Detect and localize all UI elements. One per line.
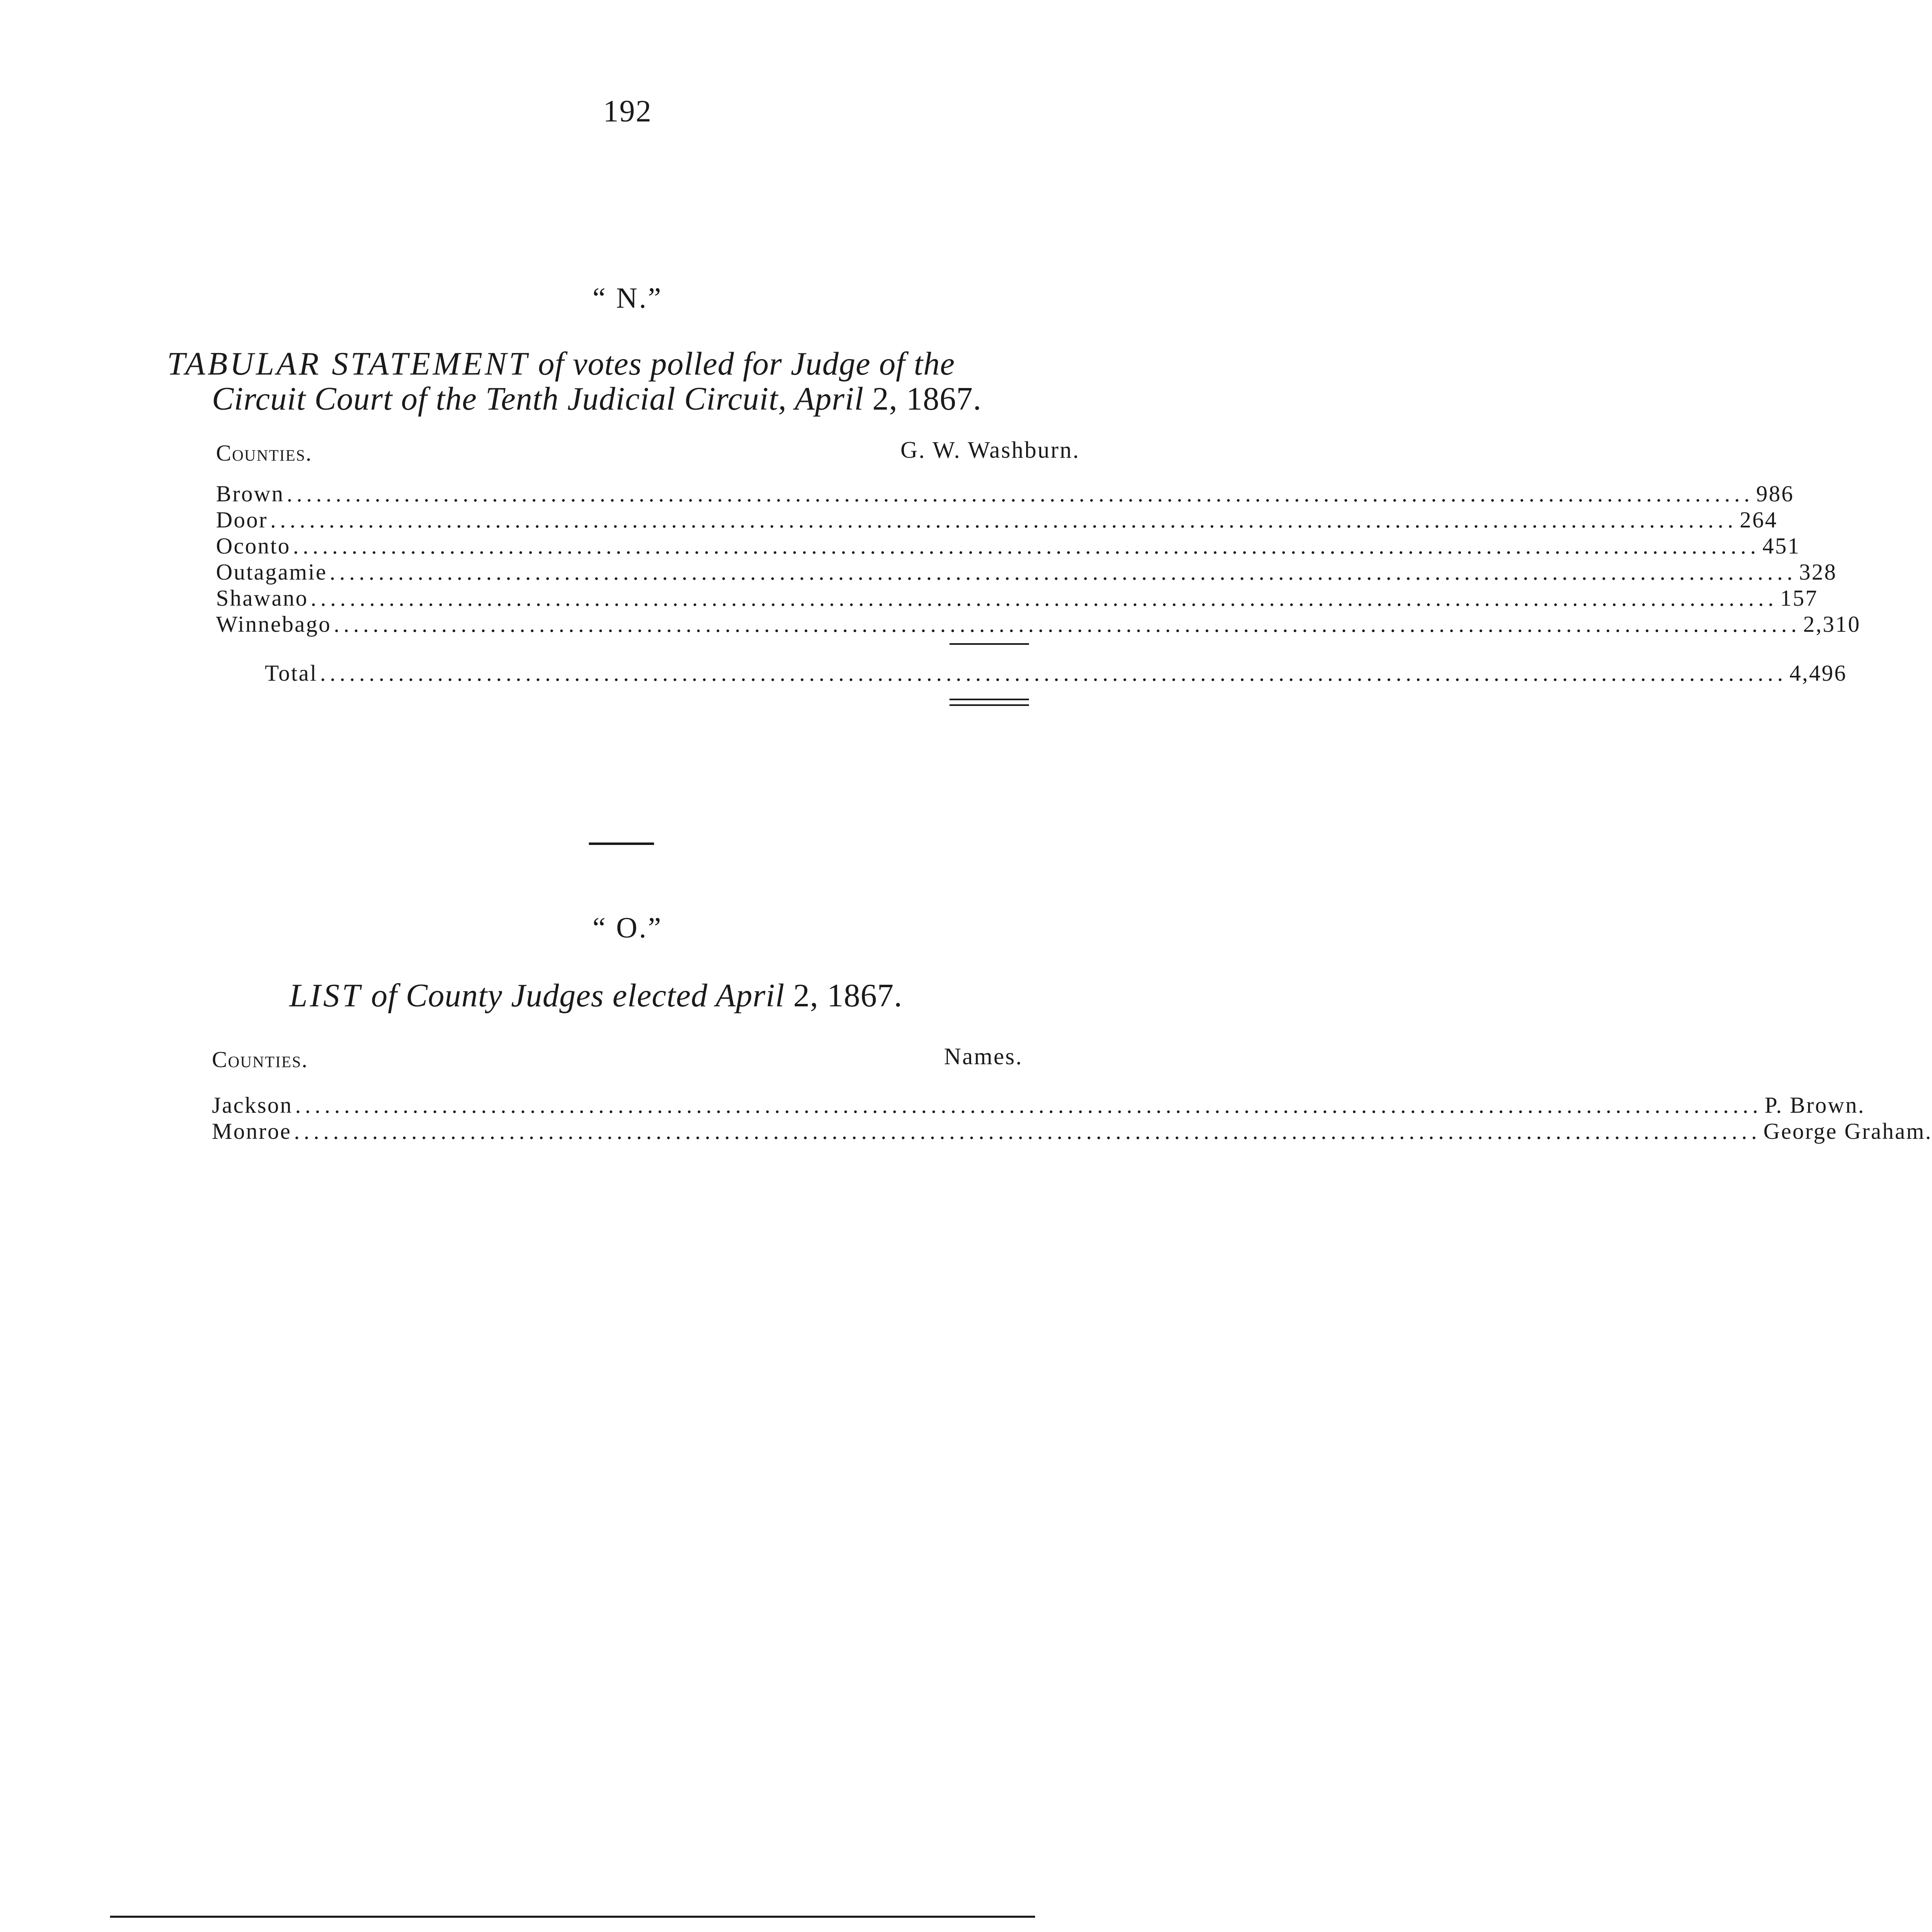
dot-leader: ...................................................................................................................................................... [333,612,1801,637]
dot-leader: ...................................................................................................................................................... [295,1093,1762,1118]
county-name: Oconto [216,534,291,559]
section-n-title-line2 [212,382,982,417]
section-n-title-rest: of votes polled for Judge of the [538,346,955,382]
section-o-title-rest: of County Judges elected April [371,978,785,1014]
county-name: Monroe [212,1119,292,1144]
section-n-candidate-header: G. W. Washburn. [900,437,1080,463]
vote-count: 328 [1799,560,1837,585]
total-row [265,660,1847,686]
section-o-label: “ O.” [593,911,663,944]
dot-leader: ...................................................................................................................................................... [293,534,1760,559]
dot-leader: ...................................................................................................................................................... [329,560,1797,585]
vote-count: 157 [1780,586,1818,611]
judge-name: George Graham. [1763,1119,1932,1144]
dot-leader: ...................................................................................................................................................... [294,1119,1761,1144]
table-row [216,481,1794,507]
table-row [216,533,1800,559]
county-name: Brown [216,481,284,507]
table-row [216,559,1837,585]
county-name: Door [216,507,268,533]
dot-leader: ...................................................................................................................................................... [286,481,1754,507]
section-n-title-line2-text: Circuit Court of the Tenth Judicial Circuit, April [212,381,864,417]
section-n-title-caps: TABULAR STATEMENT [167,346,530,382]
section-n-label: “ N.” [593,282,663,314]
vote-count: 986 [1756,481,1794,507]
section-o-title-caps: LIST [289,978,363,1014]
total-label: Total [265,661,318,686]
page-number: 192 [603,94,652,128]
vote-count: 264 [1740,507,1778,533]
dot-leader: ...................................................................................................................................................... [270,507,1738,533]
county-name: Winnebago [216,612,331,637]
vote-count: 451 [1762,534,1800,559]
section-n-counties-header: Counties. [216,441,313,466]
section-n-title-date: 2, 1867. [872,381,982,417]
judge-name: P. Brown. [1765,1093,1865,1118]
county-name: Outagamie [216,560,327,585]
table-row [216,611,1861,637]
total-double-rule-top [949,699,1029,700]
total-double-rule-bottom [949,704,1029,706]
section-o-title [289,978,903,1013]
total-value: 4,496 [1789,661,1847,686]
sum-rule [949,643,1029,645]
section-o-names-header: Names. [944,1043,1023,1070]
section-divider [589,842,654,845]
dot-leader: ...................................................................................................................................................... [311,586,1778,611]
table-row [216,507,1778,533]
county-name: Shawano [216,586,308,611]
bottom-rule [110,1916,1035,1918]
county-name: Jackson [212,1093,293,1118]
section-n-title-line1 [167,346,955,382]
section-o-counties-header: Counties. [212,1047,308,1072]
table-row [216,585,1818,611]
section-o-title-date: 2, 1867. [793,978,903,1014]
dot-leader: ...................................................................................................................................................... [320,661,1787,686]
vote-count: 2,310 [1803,612,1861,637]
list-item [212,1118,1932,1145]
list-item [212,1092,1865,1118]
